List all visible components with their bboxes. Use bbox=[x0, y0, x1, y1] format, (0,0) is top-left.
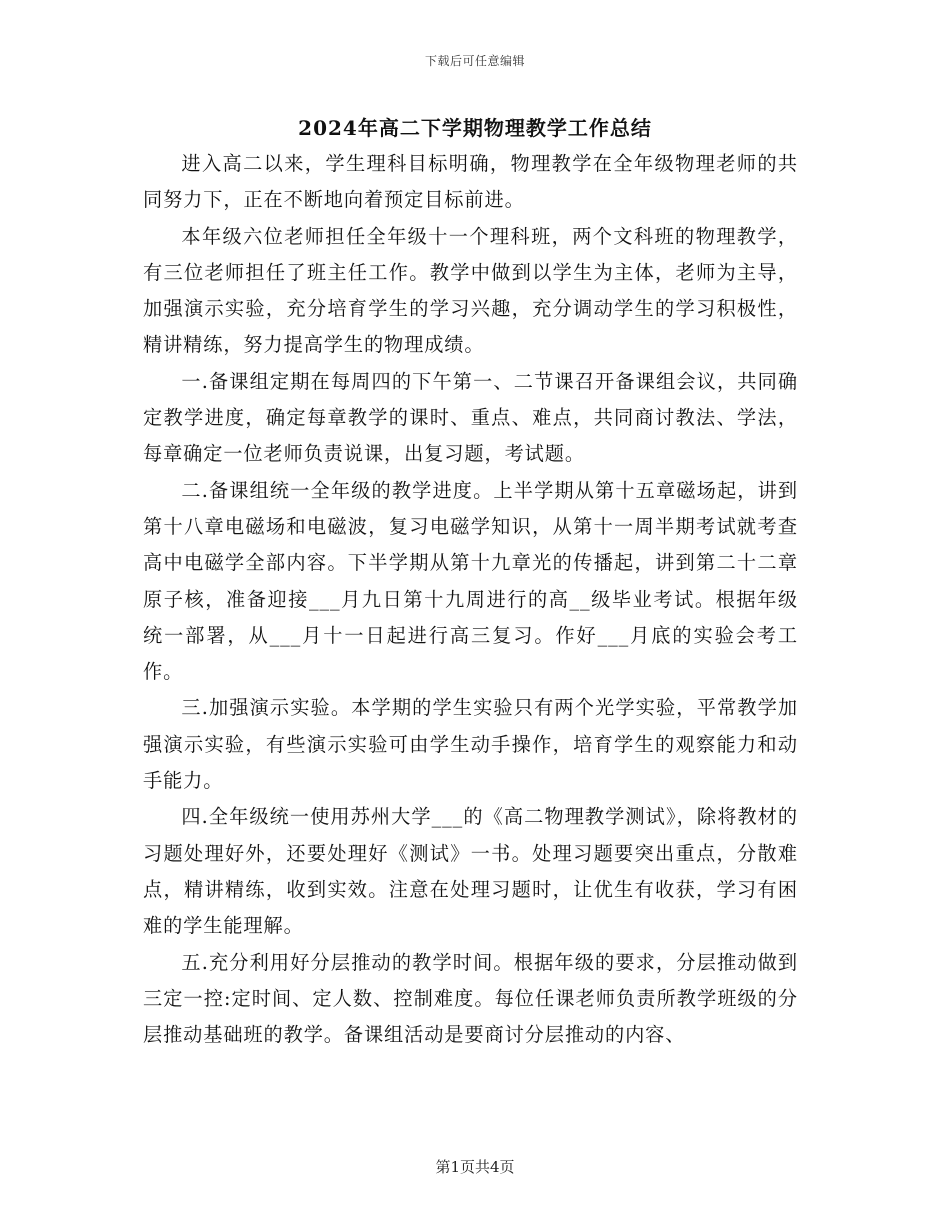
paragraph-item-1: 一.备课组定期在每周四的下午第一、二节课召开备课组会议，共同确定教学进度，确定每章教学的课时、重点、难点，共同商讨教法、学法，每章确定一位老师负责说课，出复习题，考试题。 bbox=[143, 369, 798, 466]
paragraph-item-3: 三.加强演示实验。本学期的学生实验只有两个光学实验，平常教学加强演示实验，有些演示实验可由学生动手操作，培育学生的观察能力和动手能力。 bbox=[143, 696, 798, 793]
document-body bbox=[143, 146, 798, 1053]
paragraph-intro: 进入高二以来，学生理科目标明确，物理教学在全年级物理老师的共同努力下，正在不断地向着预定目标前进。 bbox=[143, 152, 798, 212]
paragraph-item-2: 二.备课组统一全年级的教学进度。上半学期从第十五章磁场起，讲到第十八章电磁场和电磁波，复习电磁学知识，从第十一周半期考试就考查高中电磁学全部内容。下半学期从第十九章光的传播起，讲到第二十二章原子核，准备迎接___月九日第十九周进行的高__级毕业考试。根据年级统一部署，从___月十一日起进行高三复习。作好___月底的实验会考工作。 bbox=[143, 478, 798, 684]
paragraph-staff: 本年级六位老师担任全年级十一个理科班，两个文科班的物理教学，有三位老师担任了班主任工作。教学中做到以学生为主体，老师为主导，加强演示实验，充分培育学生的学习兴趣，充分调动学生的学习积极性，精讲精练，努力提高学生的物理成绩。 bbox=[143, 224, 798, 357]
header-note: 下载后可任意编辑 bbox=[424, 54, 525, 68]
paragraph-item-4: 四.全年级统一使用苏州大学___的《高二物理教学测试》，除将教材的习题处理好外，还要处理好《测试》一书。处理习题要突出重点，分散难点，精讲精练，收到实效。注意在处理习题时，让优生有收获，学习有困难的学生能理解。 bbox=[143, 805, 798, 938]
document-title: 2024年高二下学期物理教学工作总结 bbox=[298, 116, 652, 140]
page-number: 第1页共4页 bbox=[435, 1158, 515, 1176]
paragraph-item-5: 五.充分利用好分层推动的教学时间。根据年级的要求，分层推动做到三定一控:定时间、定人数、控制难度。每位任课老师负责所教学班级的分层推动基础班的教学。备课组活动是要商讨分层推动的内容、 bbox=[143, 950, 798, 1047]
